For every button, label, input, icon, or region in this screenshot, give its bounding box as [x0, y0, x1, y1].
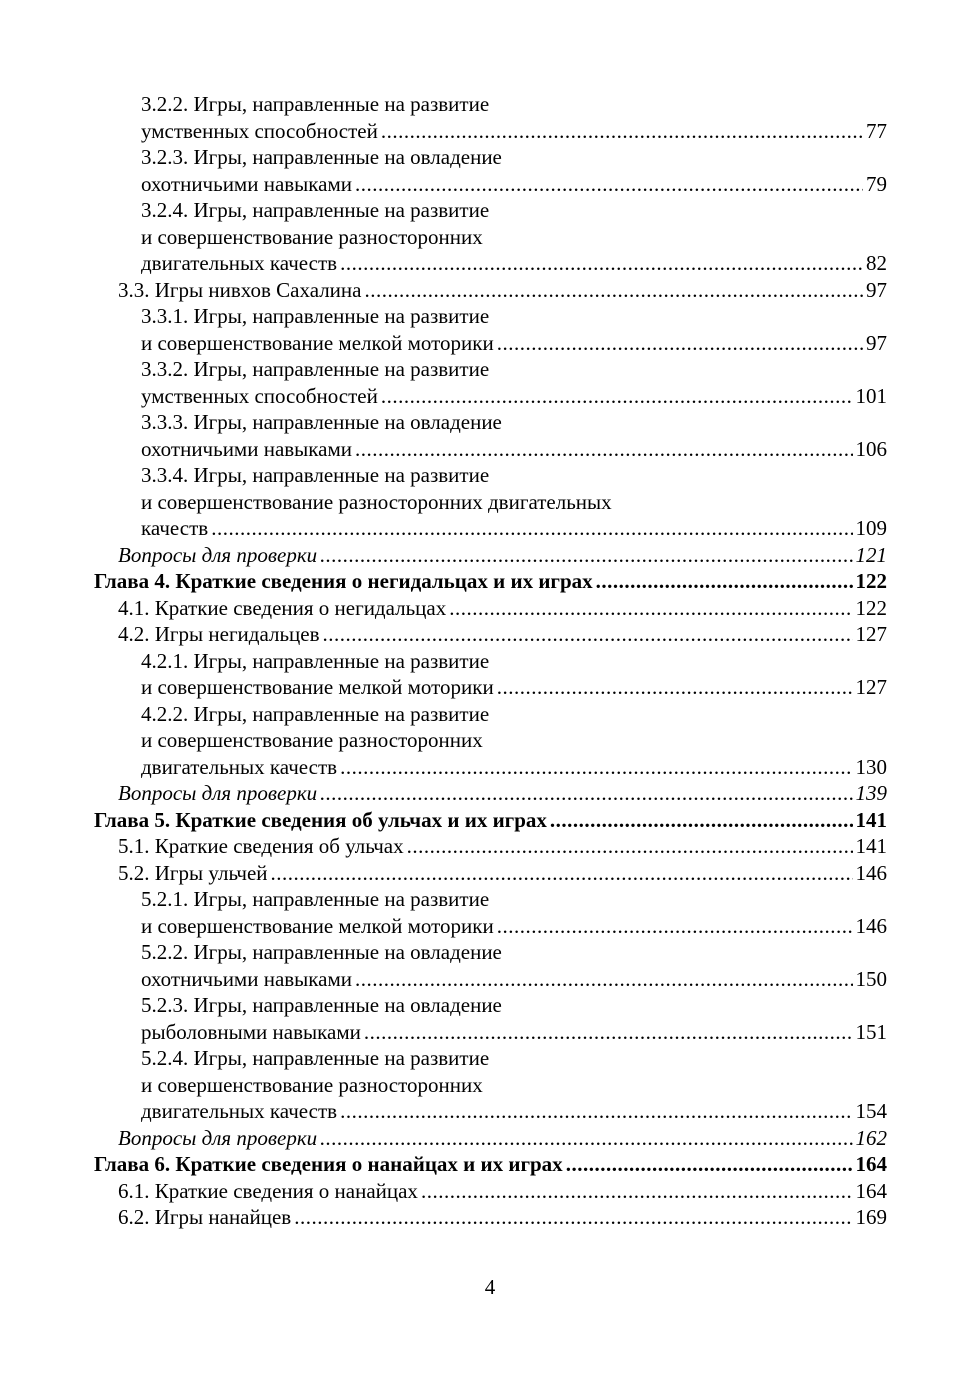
toc-entry-title: 3.3.4. Игры, направленные на развитие — [141, 463, 490, 487]
toc-entry — [94, 542, 887, 569]
toc-entry — [94, 1019, 887, 1046]
toc-entry-title: Глава 4. Краткие сведения о негидальцах и их играх — [94, 569, 593, 593]
dot-leader — [364, 1019, 853, 1046]
toc-entry-page: 139 — [855, 781, 887, 805]
toc-entry-title: и совершенствование разносторонних — [141, 728, 483, 752]
toc-entry-page: 146 — [855, 860, 887, 885]
toc-entry-title: Вопросы для проверки — [118, 542, 318, 567]
toc-entry-title: 6.1. Краткие сведения о нанайцах — [118, 1178, 418, 1203]
toc-entry — [94, 383, 887, 410]
toc-entry-title: 4.1. Краткие сведения о негидальцах — [118, 595, 447, 620]
toc-entry — [94, 568, 887, 595]
toc-entry-continuation — [94, 701, 887, 728]
toc-entry-continuation — [94, 409, 887, 436]
dot-leader — [381, 118, 863, 145]
toc-entry — [94, 1178, 887, 1205]
dot-leader — [497, 674, 853, 701]
toc-entry — [94, 966, 887, 993]
toc-entry — [94, 436, 887, 463]
toc-entry — [94, 860, 887, 887]
toc-entry — [94, 674, 887, 701]
toc-entry-title: 4.2. Игры негидальцев — [118, 622, 320, 646]
toc-entry-title: 4.2.1. Игры, направленные на развитие — [141, 648, 490, 673]
toc-entry-title: и совершенствование разносторонних — [141, 224, 483, 249]
toc-entry-continuation — [94, 91, 887, 118]
toc-entry-page: 164 — [855, 1152, 887, 1176]
toc-entry-continuation — [94, 886, 887, 913]
dot-leader — [320, 780, 852, 807]
toc-entry-page: 127 — [855, 675, 887, 699]
toc-entry-title: 3.2.4. Игры, направленные на развитие — [141, 198, 490, 222]
dot-leader — [323, 621, 853, 648]
toc-entry-title: Вопросы для проверки — [118, 1125, 318, 1150]
toc-entry-title: и совершенствование мелкой моторики — [141, 330, 494, 355]
toc-entry-continuation — [94, 939, 887, 966]
toc-entry-title: Глава 5. Краткие сведения об ульчах и их играх — [94, 807, 547, 832]
toc-entry — [94, 833, 887, 860]
toc-entry-page: 121 — [855, 542, 887, 567]
dot-leader — [340, 1098, 852, 1125]
dot-leader — [381, 383, 853, 410]
toc-entry-page: 122 — [855, 595, 887, 620]
toc-entry-title: охотничьими навыками — [141, 436, 353, 461]
toc-entry — [94, 780, 887, 807]
toc-entry — [94, 1125, 887, 1152]
toc-entry-title: 5.2.2. Игры, направленные на овладение — [141, 940, 502, 964]
toc-entry-page: 77 — [866, 118, 887, 143]
toc-entry — [94, 277, 887, 304]
dot-leader — [355, 171, 863, 198]
dot-leader — [449, 595, 852, 622]
toc-entry-title: Вопросы для проверки — [118, 781, 318, 805]
toc-entry — [94, 595, 887, 622]
toc-entry-page: 169 — [855, 1205, 887, 1229]
toc-entry-title: 3.2.2. Игры, направленные на развитие — [141, 92, 490, 116]
toc-entry-title: умственных способностей — [141, 383, 378, 408]
toc-entry — [94, 621, 887, 648]
toc-entry — [94, 250, 887, 277]
toc-entry-page: 97 — [866, 277, 887, 302]
toc-entry — [94, 118, 887, 145]
toc-entry-continuation — [94, 1045, 887, 1072]
toc-entry-title: 3.3.3. Игры, направленные на овладение — [141, 410, 502, 434]
toc-entry-continuation — [94, 197, 887, 224]
toc-entry-title: и совершенствование разносторонних — [141, 1072, 483, 1097]
toc-entry-page: 130 — [855, 754, 887, 779]
toc-entry-title: 5.2.4. Игры, направленные на развитие — [141, 1046, 490, 1070]
toc-entry-page: 146 — [855, 913, 887, 938]
toc-entry-page: 79 — [866, 171, 887, 196]
toc-entry-page: 109 — [855, 516, 887, 540]
page-number: 4 — [484, 1275, 496, 1299]
toc-entry-title: 5.2.1. Игры, направленные на развитие — [141, 887, 490, 911]
toc-entry-title: охотничьими навыками — [141, 171, 353, 196]
toc-entry-continuation — [94, 489, 887, 516]
toc-entry-title: и совершенствование мелкой моторики — [141, 913, 494, 938]
dot-leader — [355, 966, 852, 993]
dot-leader — [364, 277, 863, 304]
toc-entry — [94, 913, 887, 940]
toc-entry-title: умственных способностей — [141, 118, 378, 143]
toc-entry — [94, 1098, 887, 1125]
dot-leader — [421, 1178, 853, 1205]
toc-entry-page: 141 — [855, 807, 887, 832]
toc-entry-title: 6.2. Игры нанайцев — [118, 1205, 292, 1229]
toc-entry-continuation — [94, 356, 887, 383]
toc-entry-page: 151 — [855, 1019, 887, 1044]
toc-entry-title: качеств — [141, 516, 209, 540]
toc-entry-title: 4.2.2. Игры, направленные на развитие — [141, 701, 490, 726]
dot-leader — [497, 330, 863, 357]
toc-entry-page: 82 — [866, 251, 887, 275]
toc-entry-title: 5.1. Краткие сведения об ульчах — [118, 834, 404, 858]
toc-entry-page: 101 — [855, 383, 887, 408]
toc-entry-continuation — [94, 462, 887, 489]
toc-entry — [94, 754, 887, 781]
toc-entry-page: 154 — [855, 1099, 887, 1123]
toc-entry-continuation — [94, 992, 887, 1019]
toc-entry-title: и совершенствование разносторонних двигательных — [141, 489, 612, 514]
toc-entry-title: двигательных качеств — [141, 754, 338, 779]
toc-entry — [94, 515, 887, 542]
toc-entry-title: 5.2.3. Игры, направленные на овладение — [141, 993, 502, 1017]
toc-entry-continuation — [94, 303, 887, 330]
dot-leader — [340, 754, 852, 781]
toc-entry-title: 3.3. Игры нивхов Сахалина — [118, 277, 362, 302]
dot-leader — [355, 436, 852, 463]
toc-entry-title: Глава 6. Краткие сведения о нанайцах и их играх — [94, 1152, 563, 1176]
toc-entry-title: 3.2.3. Игры, направленные на овладение — [141, 145, 502, 169]
toc-entry-page: 164 — [855, 1178, 887, 1203]
toc-entry-continuation — [94, 224, 887, 251]
toc-entry-page: 150 — [855, 966, 887, 991]
dot-leader — [211, 515, 852, 542]
toc-entry-title: двигательных качеств — [141, 1099, 338, 1123]
toc-entry-continuation — [94, 1072, 887, 1099]
toc-entry — [94, 1204, 887, 1231]
toc-entry-page: 162 — [855, 1125, 887, 1150]
toc-entry-title: 3.3.2. Игры, направленные на развитие — [141, 357, 490, 381]
dot-leader — [596, 568, 853, 595]
table-of-contents — [94, 91, 887, 1231]
toc-entry-continuation — [94, 727, 887, 754]
toc-entry — [94, 1151, 887, 1178]
dot-leader — [320, 542, 852, 569]
toc-entry — [94, 807, 887, 834]
toc-entry-title: охотничьими навыками — [141, 966, 353, 991]
toc-entry-page: 122 — [855, 569, 887, 593]
toc-entry-title: рыболовными навыками — [141, 1019, 361, 1044]
toc-entry — [94, 330, 887, 357]
toc-entry-title: 5.2. Игры ульчей — [118, 860, 268, 885]
toc-entry-page: 127 — [855, 622, 887, 646]
toc-entry-title: и совершенствование мелкой моторики — [141, 675, 494, 699]
toc-entry-page: 97 — [866, 330, 887, 355]
dot-leader — [271, 860, 853, 887]
dot-leader — [407, 833, 853, 860]
toc-entry-continuation — [94, 648, 887, 675]
dot-leader — [340, 250, 863, 277]
dot-leader — [497, 913, 853, 940]
toc-entry-page: 106 — [855, 436, 887, 461]
dot-leader — [294, 1204, 852, 1231]
toc-entry-page: 141 — [855, 834, 887, 858]
toc-entry-title: 3.3.1. Игры, направленные на развитие — [141, 304, 490, 328]
dot-leader — [320, 1125, 852, 1152]
dot-leader — [566, 1151, 853, 1178]
toc-entry-continuation — [94, 144, 887, 171]
toc-entry-title: двигательных качеств — [141, 251, 338, 275]
dot-leader — [550, 807, 853, 834]
toc-entry — [94, 171, 887, 198]
